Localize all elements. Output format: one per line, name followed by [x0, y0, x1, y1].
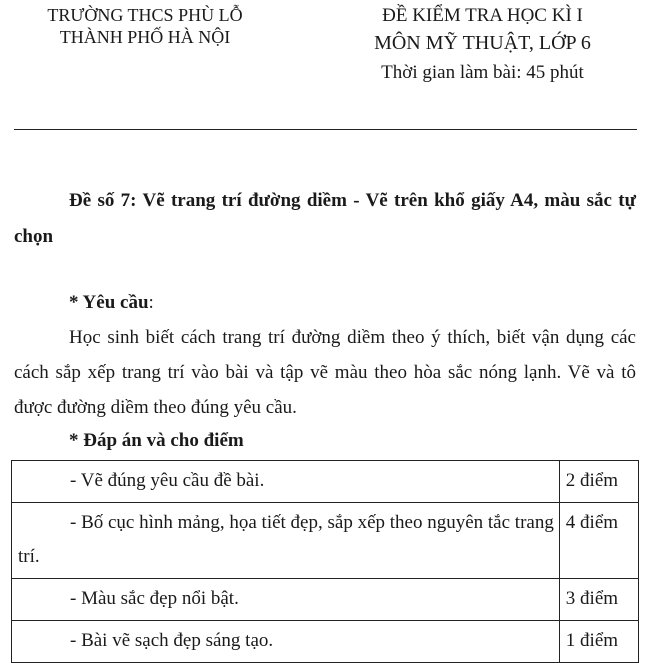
criterion-cell: - Bố cục hình mảng, họa tiết đẹp, sắp xếp theo nguyên tắc trang trí.: [12, 503, 560, 579]
criterion-cell: - Bài vẽ sạch đẹp sáng tạo.: [12, 621, 560, 663]
requirements-label: * Yêu cầu: [69, 292, 149, 313]
exam-subject: MÔN MỸ THUẬT, LỚP 6: [374, 32, 591, 54]
criterion-cell: - Vẽ đúng yêu cầu đề bài.: [12, 461, 560, 503]
table-row: [12, 621, 639, 663]
school-city: THÀNH PHỐ HÀ NỘI: [59, 27, 231, 47]
requirements-text: Học sinh biết cách trang trí đường diềm theo ý thích, biết vận dụng các cách sắp xếp trang trí vào bài và tập vẽ màu theo hòa sắc nóng lạnh. Vẽ và tô được đường diềm theo đúng yêu cầu.: [14, 327, 636, 418]
points-cell: 2 điểm: [559, 461, 638, 503]
requirements-heading: [69, 289, 154, 317]
school-name: TRƯỜNG THCS PHÙ LỖ: [47, 5, 243, 25]
question-title: Đề số 7: Vẽ trang trí đường diềm - Vẽ trên khổ giấy A4, màu sắc tự chọn: [14, 190, 636, 247]
criterion-cell: - Màu sắc đẹp nổi bật.: [12, 579, 560, 621]
table-row: [12, 461, 639, 503]
exam-title: ĐỀ KIỂM TRA HỌC KÌ I: [382, 5, 583, 26]
grading-heading: * Đáp án và cho điểm: [69, 430, 244, 451]
points-cell: 1 điểm: [559, 621, 638, 663]
exam-header: [330, 4, 635, 88]
exam-duration: Thời gian làm bài: 45 phút: [381, 62, 584, 83]
header-divider: [14, 129, 637, 130]
table-row: [12, 503, 639, 579]
table-row: [12, 579, 639, 621]
requirements-colon: :: [148, 292, 154, 313]
points-cell: 3 điểm: [559, 579, 638, 621]
school-header: [0, 4, 290, 48]
points-cell: 4 điểm: [559, 503, 638, 579]
grading-table: [11, 460, 639, 663]
